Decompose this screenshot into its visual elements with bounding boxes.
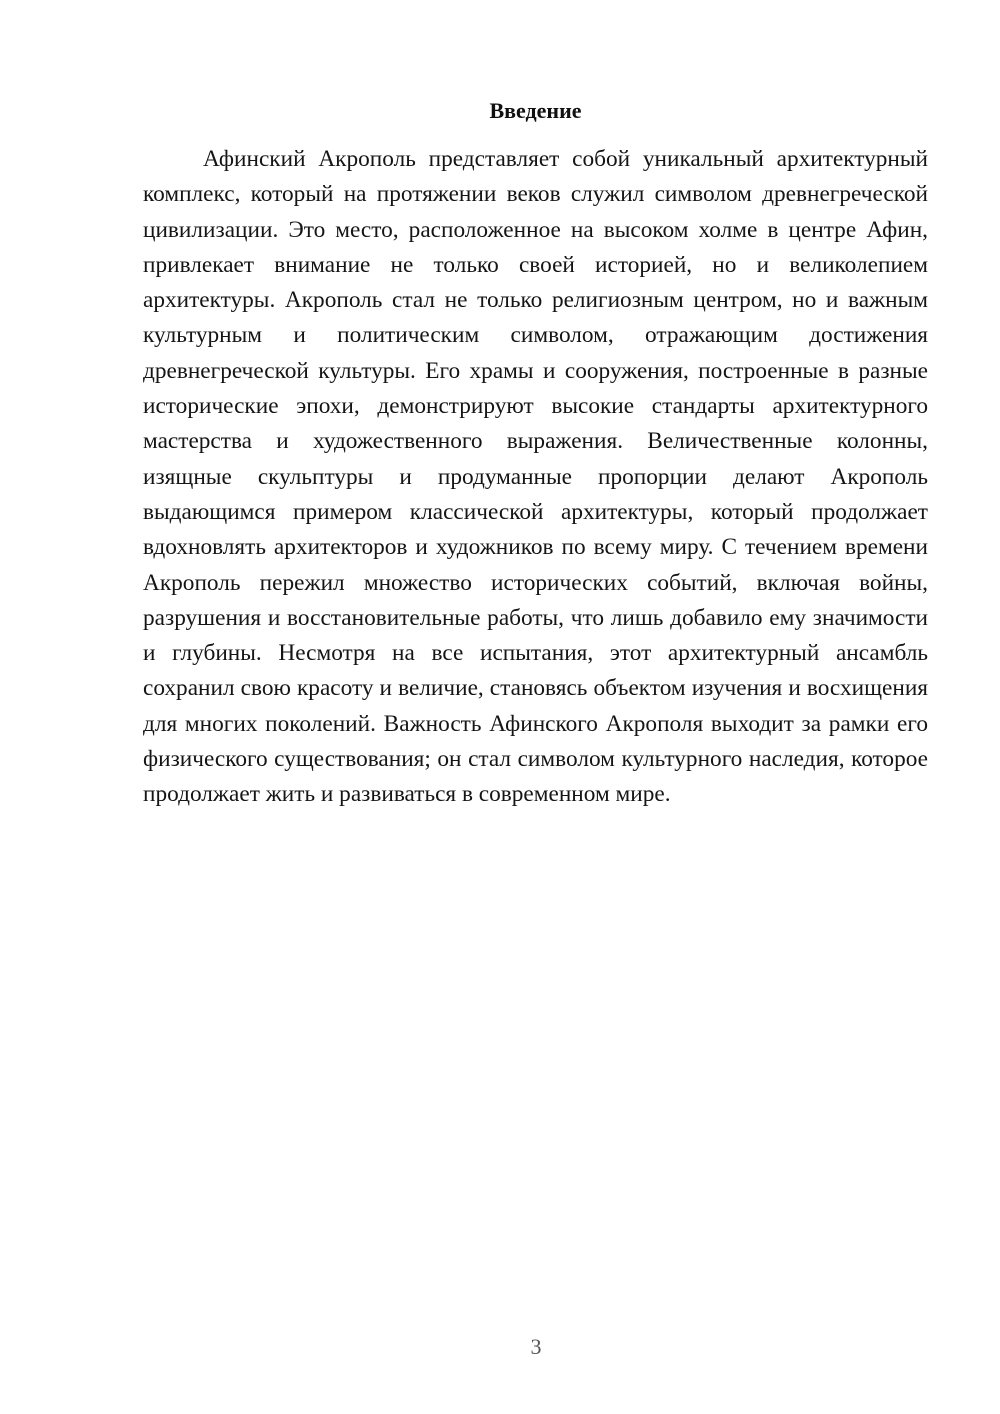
body-paragraph: Афинский Акрополь представляет собой уникальный архитектурный комплекс, который на протяжении веков служил символом древнегреческой цивилизации. Это место, расположенное на высоком холме в центре Афин, привлекает внимание не только своей историей, но и великолепием архитектуры. Акрополь стал не только религиозным центром, но и важным культурным и политическим символом, отражающим достижения древнегреческой культуры. Его храмы и сооружения, построенные в разные исторические эпохи, демонстрируют высокие стандарты архитектурного мастерства и художественного выражения. Величественные колонны, изящные скульптуры и продуманные пропорции делают Акрополь выдающимся примером классической архитектуры, который продолжает вдохновлять архитекторов и художников по всему миру. С течением времени Акрополь пережил множество исторических событий, включая войны, разрушения и восстановительные работы, что лишь добавило ему значимости и глубины. Несмотря на все испытания, этот архитектурный ансамбль сохранил свою красоту и величие, становясь объектом изучения и восхищения для многих поколений. Важность Афинского Акрополя выходит за рамки его физического существования; он стал символом культурного наследия, которое продолжает жить и развиваться в современном мире. bbox=[143, 146, 928, 808]
page-number: 3 bbox=[530, 1334, 542, 1359]
section-heading: Введение bbox=[489, 98, 582, 123]
